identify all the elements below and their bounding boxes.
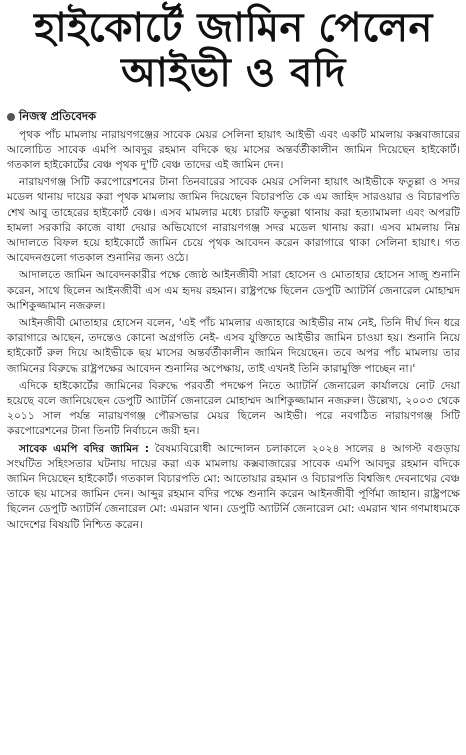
article-headline [7,6,460,96]
bullet-icon [7,113,15,121]
article-body [7,127,460,532]
byline [7,108,460,127]
paragraph-badi [7,441,460,532]
headline-line-1: হাইকোর্টে জামিন পেলেন [34,5,433,51]
byline-text: নিজস্ব প্রতিবেদক [19,108,97,123]
section-subhead: সাবেক এমপি বদির জামিন : [19,441,150,455]
paragraph: আইনজীবী মোতাহার হোসেন বলেন, 'এই পাঁচ মামলার এজাহারে আইভীর নাম নেই, তিনি দীর্ঘ দিন ধরে কারাগারে আছেন, তদন্তেও কোনো অগ্রগতি নেই- এসব যুক্তিতে আইভীর জামিন চাওয়া হয়। শুনানি নিয়ে হাইকোর্ট রুল দিয়ে আইভীকে ছয় মাসের অন্তর্বর্তীকালীন জামিন দিয়েছেন। তবে অপর পাঁচ মামলায় তার জামিনের বিরুদ্ধে রাষ্ট্রপক্ষের আবেদন শুনানির অপেক্ষায়, তাই এখনই তিনি কারামুক্তি পাচ্ছেন না।' [7,316,460,375]
section-text: বৈষম্যবিরোধী আন্দোলন চলাকালে ২০২৪ সালের ৪ আগস্ট বগুড়ায় সংঘটিত সহিংসতার ঘটনায় দায়ের করা এক মামলায় কক্সবাজারের সাবেক এমপি আবদুর রহমান বদিকে জামিন দিয়েছেন হাইকোর্ট। গতকাল বিচারপতি মো: আতোয়ার রহমান ও বিচারপতি বিশ্বজিৎ দেবনাথের বেঞ্চ তাকে ছয় মাসের জামিন দেন। আব্দুর রহমান বদির পক্ষে শুনানি করেন আইনজীবী পূর্ণিমা জাহান। রাষ্ট্রপক্ষে ছিলেন ডেপুটি অ্যাটর্নি জেনারেল মো: এমরান খান। ডেপুটি অ্যাটর্নি জেনারেল মো: এমরান খান গণমাধ্যমকে আদেশের বিষয়টি নিশ্চিত করেন। [7,441,461,531]
paragraph: পৃথক পাঁচ মামলায় নারায়ণগঞ্জের সাবেক মেয়র সেলিনা হায়াৎ আইভী এবং একটি মামলায় কক্সবাজারের আলোচিত সাবেক এমপি আবদুর রহমান বদিকে ছয় মাসের অন্তর্বর্তীকালীন জামিন দিয়েছেন হাইকোর্ট। গতকাল হাইকোর্টের বেঞ্চ পৃথক দু'টি বেঞ্চ তাদের এই জামিন দেন। [7,127,460,171]
paragraph: নারায়ণগঞ্জ সিটি করপোরেশনের টানা তিনবারের সাবেক মেয়র সেলিনা হায়াৎ আইভীকে ফতুল্লা ও সদর মডেল থানায় দায়ের করা পৃথক মামলায় জামিন দিয়েছেন বিচারপতি কে এম জাহিদ সারওয়ার ও বিচারপতি শেখ আবু তাহেরের হাইকোর্ট বেঞ্চ। এসব মামলার মধ্যে চারটি ফতুল্লা থানায় করা হত্যামামলা এবং অপরটি হামলা সরকারি কাজে বাধা দেয়ার অভিযোগে নারায়ণগঞ্জ সদর মডেল থানায় করা। এসব মামলায় নিম্ন আদালতে বিফল হয়ে হাইকোর্টে জামিন চেয়ে পৃথক আবেদন করেন কারাগারে থাকা সেলিনা হায়াৎ। গত আবেদনগুলো গতকাল শুনানির জন্য ওঠে। [7,175,460,265]
paragraph: আদালতে জামিন আবেদনকারীর পক্ষে জ্যেষ্ঠ আইনজীবী সারা হোসেন ও মোতাহার হোসেন সাজু শুনানি করেন, সাথে ছিলেন আইনজীবী এস এম হৃদয় রহমান। রাষ্ট্রপক্ষে ছিলেন ডেপুটি অ্যাটর্নি জেনারেল মোহাম্মদ আশিকুজ্জামান নজরুল। [7,268,460,312]
headline-line-2: আইভী ও বদি [121,49,346,96]
paragraph: এদিকে হাইকোর্টের জামিনের বিরুদ্ধে পরবর্তী পদক্ষেপ নিতে অ্যাটর্নি জেনারেল কার্যালয়ে নোট দেয়া হয়েছে বলে জানিয়েছেন ডেপুটি অ্যাটর্নি জেনারেল মোহাম্মদ আশিকুজ্জামান নজরুল। উল্লেখ্য, ২০০৩ থেকে ২০১১ সাল পর্যন্ত নারায়ণগঞ্জ পৌরসভার মেয়র ছিলেন আইভী। পরে নবগঠিত নারায়ণগঞ্জ সিটি করপোরেশনের টানা তিনটি নির্বাচনে জয়ী হন। [7,378,460,438]
